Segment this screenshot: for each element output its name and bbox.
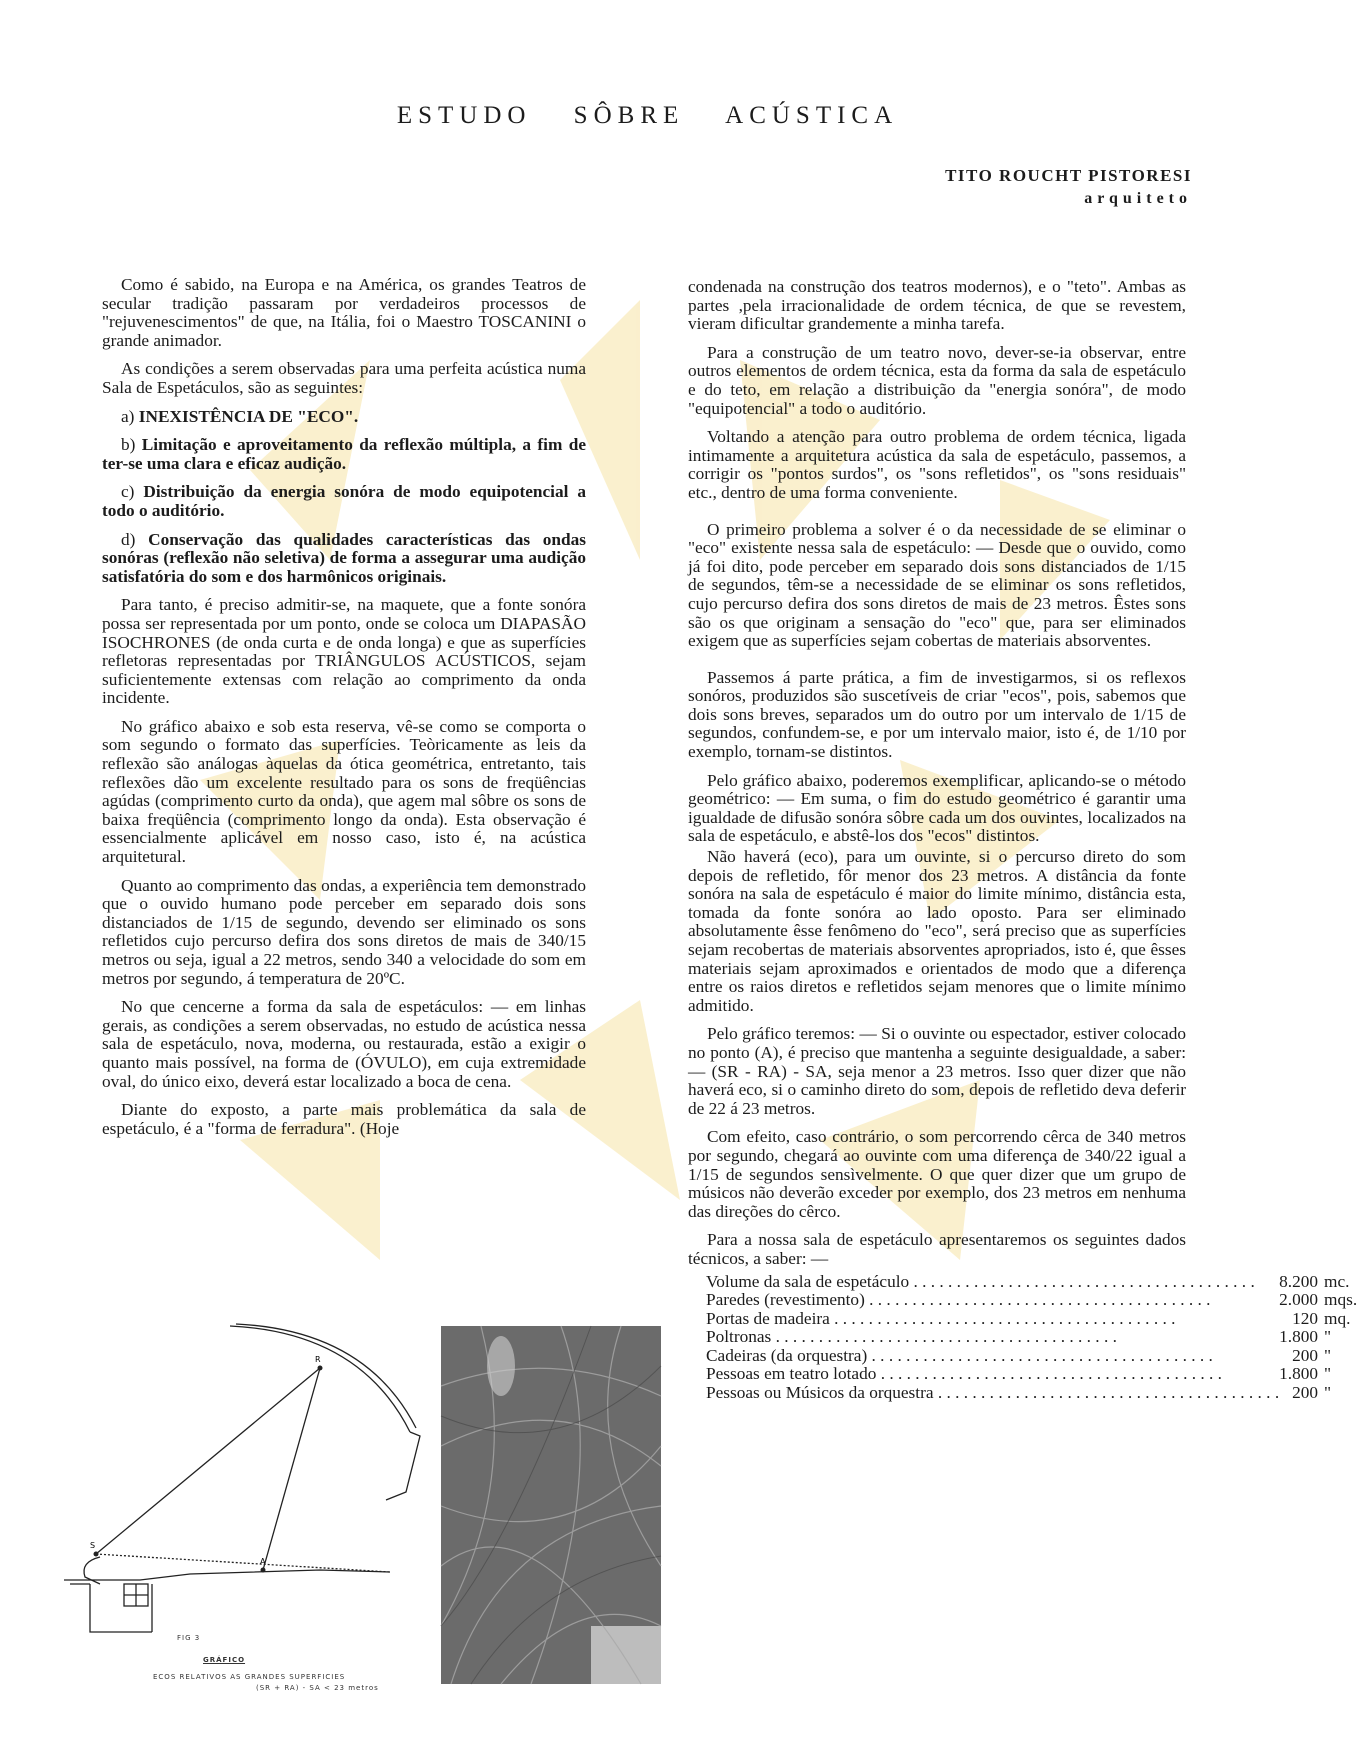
label-s: S — [90, 1541, 96, 1550]
paragraph: Diante do exposto, a parte mais problemática da sala de espetáculo, é a "forma de ferradura". (Hoje — [102, 1100, 586, 1138]
tech-value: 200 — [1292, 1383, 1319, 1403]
list-text: Conservação das qualidades características das ondas sonóras (reflexão não seletiva) de forma a assegurar uma audição satisfatória do som e dos harmônicos originais. — [102, 529, 587, 586]
paragraph: Pelo gráfico abaixo, poderemos exemplificar, aplicando-se o método geométrico: — Em suma, o fim do estudo geométrico é garantir uma igualdade de difusão sonóra sôbre cada um dos ouvintes, localizados na sala de espetáculo, e abstê-los dos "ecos" distintos. — [688, 770, 1186, 846]
tech-unit: mqs. — [1324, 1290, 1357, 1310]
tech-row — [706, 1365, 1357, 1384]
paragraph: condenada na construção dos teatros modernos), e o "teto". Ambas as partes ,pela irracionalidade de ordem técnica, de que se revestem, vieram dificultar grandemente a minha tarefa. — [688, 277, 1186, 334]
author-block — [945, 166, 1192, 208]
paragraph: Como é sabido, na Europa e na América, os grandes Teatros de secular tradição passaram por verdadeiros processos de "rejuvenescimentos" de que, na Itália, foi o Maestro TOSCANINI o grande animador. — [102, 275, 586, 350]
list-item-a — [102, 408, 586, 427]
paragraph: Pelo gráfico teremos: — Si o ouvinte ou espectador, estiver colocado no ponto (A), é preciso que mantenha a seguinte desigualdade, a saber: — (SR - RA) - SA, seja menor a 23 metros. Isso quer dizer que não haverá eco, si o caminho direto do som, depois de refletido deva deferir de 22 á 23 metros. — [688, 1024, 1186, 1118]
tech-label: Cadeiras (da orquestra) . . . . . . . . . . . . . . . . . . . . . . . . . . . . . . . . . . . . . . . . — [706, 1345, 1213, 1365]
reflection-point — [318, 1366, 323, 1371]
tech-row — [706, 1310, 1357, 1329]
label-r: R — [315, 1355, 321, 1364]
tech-value: 2.000 — [1279, 1290, 1319, 1310]
author-role: arquiteto — [1084, 190, 1192, 207]
paragraph: O primeiro problema a solver é o da necessidade de se eliminar o "eco" existente nessa sala de espetáculo: — Desde que o ouvido, como já foi dito, pode perceber em separado dois sons distanciados de 1/15 de segundos, têm-se a necessidade de se eliminar os sons refletidos, cujo percurso defira dos sons diretos de mais de 23 metros. Êstes sons são os que originam a sensação do "eco" que, para ser eliminados exigem que as superfícies sejam cobertas de materiais absorventes. — [688, 519, 1186, 651]
paragraph: Não haverá (eco), para um ouvinte, si o percurso direto do som depois de refletido, fôr menor dos 23 metros. A distância da fonte sonóra na sala de espetáculo é maior do limite mínimo, distância esta, tomada da fonte sonóra ao lado oposto. Para ser eliminado absolutamente êsse fenômeno do "eco", será preciso que as superfícies sejam recobertas de materiais absorventes apropriados, isto é, que êsses materiais sejam aproximados e orientados de modo que a diferença entre os raios diretos e refletidos sejam menores que o limite mínimo admitido. — [688, 847, 1186, 1015]
reflection-graph — [60, 1322, 500, 1652]
list-item-d — [102, 531, 586, 587]
left-column — [102, 276, 586, 1148]
tech-unit: mc. — [1324, 1271, 1350, 1291]
tech-label: Pessoas ou Músicos da orquestra . . . . . . . . . . . . . . . . . . . . . . . . . . . . . . . . . . . . . . . . — [706, 1383, 1280, 1403]
reflecting-surface-outer — [236, 1324, 416, 1428]
pit-wall — [90, 1584, 152, 1632]
tech-label: Volume da sala de espetáculo . . . . . . . . . . . . . . . . . . . . . . . . . . . . . . . . . . . . . . . . — [706, 1271, 1255, 1291]
reflecting-surface — [230, 1326, 410, 1432]
paragraph: Para a construção de um teatro novo, dever-se-ia observar, entre outros elementos de ordem técnica, esta da forma da sala de espetáculo e do teto, em relação a distribuição da "energia sonóra", de modo "equipotencial" a todo o auditório. — [688, 342, 1186, 418]
tech-value: 1.800 — [1279, 1327, 1319, 1347]
tech-value: 1.800 — [1279, 1364, 1319, 1384]
listener-point — [261, 1568, 266, 1573]
list-item-b — [102, 436, 586, 473]
paragraph: Passemos á parte prática, a fim de investigarmos, si os reflexos sonóros, produzidos são suscetíveis de criar "ecos", pois, sabemos que dois sons breves, separados um do outro por um intervalo de 1/15 de segundos, confundem-se, e por um intervalo maior, isto é, de 1/10 por exemplo, tornam-se distintos. — [688, 667, 1186, 762]
author-name: TITO ROUCHT PISTORESI — [945, 166, 1192, 185]
article-title: ESTUDO SÔBRE ACÚSTICA — [396, 102, 899, 129]
paragraph: No que cencerne a forma da sala de espetáculos: — em linhas gerais, as condições a serem observadas, no estudo de acústica nessa sala de espetáculo, nova, moderna, ou restaurada, estão a exigir o quanto mais possível, na forma de (ÓVULO), em cuja extremidade oval, do único eixo, deverá estar localizado a boca de cena. — [102, 997, 586, 1091]
tech-value: 200 — [1292, 1345, 1319, 1365]
list-marker: a) — [121, 406, 135, 426]
paragraph: Com efeito, caso contrário, o som percorrendo cêrca de 340 metros por segundo, chegará ao ouvinte com uma diferença de 340/22 igual a 1/15 de segundos sensìvelmente. O que quer dizer que um grupo de músicos não deverão exceder por exemplo, dos 23 metros em nenhuma das direções do cêrco. — [688, 1127, 1186, 1221]
tech-label: Portas de madeira . . . . . . . . . . . . . . . . . . . . . . . . . . . . . . . . . . . . . . . . — [706, 1308, 1176, 1328]
figure-number: FIG 3 — [177, 1634, 201, 1642]
tech-label: Poltronas . . . . . . . . . . . . . . . . . . . . . . . . . . . . . . . . . . . . . . . . — [706, 1327, 1117, 1347]
paragraph: As condições a serem observadas para uma perfeita acústica numa Sala de Espetáculos, são as seguintes: — [102, 359, 586, 397]
tech-data-table — [706, 1273, 1357, 1403]
list-text: Limitação e aproveitamento da reflexão múltipla, a fim de ter-se uma clara e eficaz audição. — [102, 435, 586, 473]
paragraph: Para tanto, é preciso admitir-se, na maquete, que a fonte sonóra possa ser representada por um ponto, onde se coloca um DIAPASÃO ISOCHRONES (de onda curta e de onda longa) e que as superfícies refletoras representadas por TRIÂNGULOS ACÚSTICOS, sejam suficientemente extensas com relação ao comprimento da onda incidente. — [102, 595, 586, 708]
figure-formula: (SR + RA) - SA < 23 metros — [256, 1684, 379, 1692]
figure-caption-title: GRÁFICO — [203, 1656, 246, 1664]
photo-texture — [441, 1326, 661, 1684]
tech-unit: " — [1324, 1364, 1332, 1384]
tech-row — [706, 1273, 1357, 1292]
acoustic-photo — [441, 1326, 661, 1684]
list-marker: b) — [121, 435, 136, 455]
paragraph: Para a nossa sala de espetáculo apresentaremos os seguintes dados técnicos, a saber: — — [688, 1230, 1186, 1268]
tech-row — [706, 1328, 1357, 1347]
source-point — [94, 1552, 99, 1557]
tech-unit: " — [1324, 1327, 1332, 1347]
list-item-c — [102, 483, 586, 520]
tech-row — [706, 1384, 1357, 1403]
list-marker: c) — [121, 482, 135, 502]
list-text: INEXISTÊNCIA DE "ECO". — [138, 406, 359, 426]
figure-caption: ECOS RELATIVOS AS GRANDES SUPERFICIES — [153, 1673, 346, 1681]
tech-label: Paredes (revestimento) . . . . . . . . . . . . . . . . . . . . . . . . . . . . . . . . . . . . . . . . — [706, 1290, 1211, 1310]
incident-ray — [96, 1368, 320, 1554]
tech-unit: " — [1324, 1345, 1332, 1365]
tech-unit: mq. — [1324, 1308, 1351, 1328]
paragraph: Quanto ao comprimento das ondas, a experiência tem demonstrado que o ouvido humano pode perceber em separado dois sons distanciados de 1/15 de segundo, devendo ser eliminado os sons refletidos cujo percurso defira dos sons diretos de mais de 340/15 metros ou seja, igual a 22 metros, sendo 340 a velocidade do som em metros por segundo, á temperatura de 20ºC. — [102, 875, 586, 988]
direct-ray — [96, 1554, 390, 1572]
label-a: A — [260, 1557, 266, 1566]
paragraph: No gráfico abaixo e sob esta reserva, vê-se como se comporta o som segundo o formato das superfícies. Teòricamente as leis da reflexão são análogas àquelas da ótica geométrica, entretanto, tais reflexões dão um excelente resultado para os sons de freqüências agúdas (comprimento curto da onda), que agem mal sôbre os sons de baixa freqüência (comprimento longo da onda). Esta observação é essencialmente aplicável em nosso caso, isto é, na acústica arquitetural. — [102, 716, 586, 867]
tech-unit: " — [1324, 1383, 1332, 1403]
reflected-ray — [263, 1368, 320, 1570]
wall-profile — [386, 1432, 420, 1500]
list-marker: d) — [121, 529, 136, 549]
tech-label: Pessoas em teatro lotado . . . . . . . . . . . . . . . . . . . . . . . . . . . . . . . . . . . . . . . . — [706, 1364, 1222, 1384]
tech-value: 120 — [1292, 1308, 1319, 1328]
tech-value: 8.200 — [1279, 1271, 1319, 1291]
right-column — [688, 277, 1357, 1403]
floor-line — [64, 1570, 390, 1580]
list-text: Distribuição da energia sonóra de modo equipotencial a todo o auditório. — [102, 482, 586, 520]
tech-row — [706, 1291, 1357, 1310]
tech-row — [706, 1347, 1357, 1366]
paragraph: Voltando a atenção para outro problema de ordem técnica, ligada intimamente a arquitetura acústica da sala de espetáculo, passemos, a corrigir os "pontos surdos", os "sons refletidos", os "sons residuais" etc., dentro de uma forma conveniente. — [688, 427, 1186, 502]
